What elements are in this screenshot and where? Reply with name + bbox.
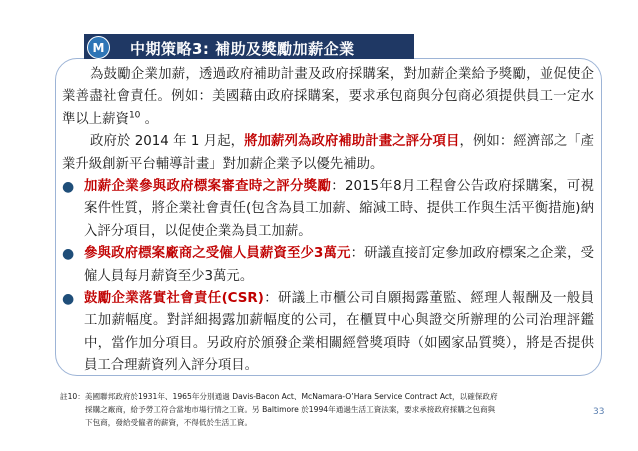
footnote-line: 採購之廠商，給予勞工符合當地市場行情之工資。另 Baltimore 於1994年通過生活工資法案，要求承接政府採購之包商與 [85, 405, 496, 414]
m-badge-icon: M [87, 36, 110, 59]
bullet-item [62, 288, 594, 378]
policy-highlight: 將加薪列為政府補助計畫之評分項目 [244, 134, 460, 150]
footnote-ref[interactable]: 10 [128, 110, 141, 121]
bullet-heading: 鼓勵企業落實社會責任(CSR) [84, 291, 264, 307]
footnote-line: 註10：美國聯邦政府於1931年、1965年分別通過 Davis-Bacon Act、McNamara-O’Hara Service Contract Act，以確保政府 [60, 392, 498, 401]
bullet-dot-icon: ● [62, 291, 75, 308]
bullet-dot-icon: ● [62, 179, 75, 196]
bullet-heading: 加薪企業參與政府標案審查時之評分獎勵 [84, 179, 332, 195]
page-title: 中期策略3: 補助及獎勵加薪企業 [130, 40, 355, 58]
bullet-text: ：研議上市櫃公司自願揭露董監、經理人報酬及一般員工加薪幅度。對詳細揭露加薪幅度的公司，在櫃買中心與證交所辦理的公司治理評鑑中，當作加分項目。另政府於頒發企業相關經營獎項時（如國家品質獎），將是否提供員工合理薪資列入評分項目。 [84, 291, 594, 374]
bullet-item [62, 176, 594, 243]
paragraph-policy [62, 131, 594, 176]
page-number: 33 [593, 407, 605, 417]
policy-pre: 政府於 2014 年 1 月起， [90, 134, 245, 150]
bullet-text: ：研議直接訂定參加政府標案之企業，受僱人員每月薪資至少3萬元。 [84, 246, 594, 284]
main-content [62, 64, 594, 378]
paragraph-intro [62, 64, 594, 131]
bullet-text: ：2015年8月工程會公告政府採購案，可視案件性質，將企業社會責任(包含為員工加薪、縮減工時、提供工作與生活平衡措施)納入評分項目，以促使企業為員工加薪。 [84, 179, 594, 239]
bullet-heading: 參與政府標案廠商之受僱人員薪資至少3萬元 [84, 246, 351, 262]
intro-text: 為鼓勵企業加薪，透過政府補助計畫及政府採購案，對加薪企業給予獎勵，並促使企業善盡社會責任。例如：美國藉由政府採購案，要求承包商與分包商必須提供員工一定水準以上薪資 [62, 67, 594, 127]
footnote [60, 390, 588, 429]
bullet-item [62, 243, 594, 288]
policy-post: ，例如：經濟部之「產業升級創新平台輔導計畫」對加薪企業予以優先補助。 [62, 134, 595, 172]
footnote-line: 下包商，發給受僱者的薪資，不得低於生活工資。 [85, 418, 253, 427]
intro-end: 。 [140, 111, 159, 127]
bullet-dot-icon: ● [62, 246, 75, 263]
